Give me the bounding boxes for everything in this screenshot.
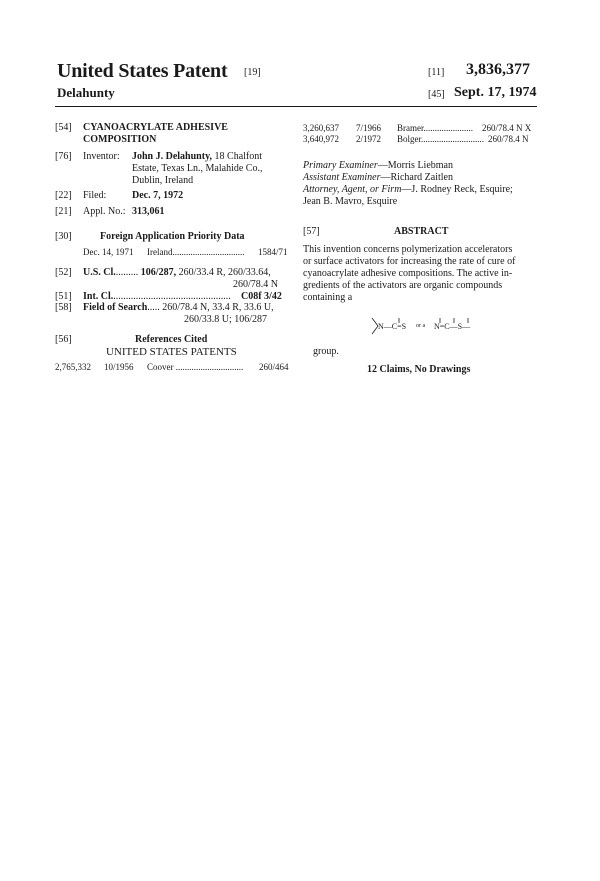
primary-examiner-name: —Morris Liebman <box>377 160 453 171</box>
references-heading: References Cited <box>135 334 208 345</box>
us-cl-label: U.S. Cl. <box>83 267 116 278</box>
inventor-line1 <box>132 151 262 163</box>
invention-title-line2: COMPOSITION <box>83 134 157 145</box>
group-word: group. <box>313 346 339 357</box>
right-ref-1-dots: ...................... <box>423 123 473 133</box>
us-cl-line <box>83 267 271 279</box>
code-54: [54] <box>55 122 72 133</box>
abstract-body <box>303 244 535 304</box>
abstract-line: This invention concerns polymerization accelerators <box>303 244 513 255</box>
primary-examiner <box>303 160 453 172</box>
field-search-line1: 260/78.4 N, 33.4 R, 33.6 U, <box>159 302 274 313</box>
int-cl-label: Int. Cl. <box>83 291 114 302</box>
ref-class: 260/464 <box>259 362 289 372</box>
assistant-examiner-name: —Richard Zaitlen <box>380 172 453 183</box>
reference-row <box>55 361 91 373</box>
code-52: [52] <box>55 267 72 278</box>
priority-number: 1584/71 <box>258 247 288 257</box>
code-22: [22] <box>55 190 72 201</box>
assistant-examiner-label: Assistant Examiner <box>303 172 381 183</box>
abstract-line: gredients of the activators are organic compounds <box>303 280 503 291</box>
filed-date: Dec. 7, 1972 <box>132 190 184 201</box>
attorney-name-1: —J. Rodney Reck, Esquire; <box>401 184 513 195</box>
ref-number: 2,765,332 <box>55 362 91 372</box>
us-cl-rest: 260/33.4 R, 260/33.64, <box>176 267 271 278</box>
priority-dots: ................................ <box>172 247 245 257</box>
references-subheading: UNITED STATES PATENTS <box>106 346 237 358</box>
abstract-line: cyanoacrylate adhesive compositions. The active in- <box>303 268 513 279</box>
right-ref-2-number: 3,640,972 <box>303 134 339 144</box>
int-cl-value: C08f 3/42 <box>241 291 282 302</box>
inventor-address-1: 18 Chalfont <box>212 151 263 162</box>
right-ref-2-inventor: Bolger <box>397 134 421 144</box>
ref-dots: .............................. <box>175 362 244 372</box>
code-58: [58] <box>55 302 72 313</box>
attorney <box>303 184 513 196</box>
right-ref-2-date: 2/1972 <box>356 134 382 144</box>
inventor-label: Inventor: <box>83 151 120 162</box>
code-57: [57] <box>303 226 320 237</box>
code-45: [45] <box>428 89 445 100</box>
inventor-address-2: Estate, Texas Ln., Malahide Co., <box>132 163 263 174</box>
code-11: [11] <box>428 67 445 78</box>
right-ref-2-class: 260/78.4 N <box>488 134 529 144</box>
inventor-name: John J. Delahunty, <box>132 151 213 162</box>
claims-line: 12 Claims, No Drawings <box>367 364 471 375</box>
right-ref-2-dots: ............................ <box>421 134 484 144</box>
code-19: [19] <box>244 67 261 78</box>
abstract-line: containing a <box>303 292 353 303</box>
formula-part-1: N—C=S <box>378 322 407 331</box>
chemical-formula <box>370 314 480 340</box>
right-ref-1-class: 260/78.4 N X <box>482 123 532 133</box>
field-search-line <box>83 302 274 314</box>
abstract-heading: ABSTRACT <box>394 226 449 237</box>
inventor-surname: Delahunty <box>57 85 115 100</box>
field-search-line2: 260/33.8 U; 106/287 <box>184 314 268 325</box>
formula-or: or a <box>416 323 426 329</box>
patent-title: United States Patent <box>57 60 228 82</box>
ref-name: Coover <box>147 362 174 372</box>
code-21: [21] <box>55 206 72 217</box>
int-cl-dots: ............................................... <box>113 291 231 302</box>
us-cl-line2: 260/78.4 N <box>233 279 278 290</box>
code-51: [51] <box>55 291 72 302</box>
formula-part-2: N=C—S— <box>434 322 471 331</box>
appl-no-label: Appl. No.: <box>83 206 126 217</box>
assistant-examiner <box>303 172 453 184</box>
right-ref-1-inventor: Bramer <box>397 123 424 133</box>
us-cl-dots: ......... <box>115 267 139 278</box>
ref-date: 10/1956 <box>104 362 134 372</box>
patent-date: Sept. 17, 1974 <box>454 85 537 100</box>
code-30: [30] <box>55 231 72 242</box>
right-ref-2-name <box>397 133 484 145</box>
field-search-dots: ..... <box>147 302 160 313</box>
field-search-label: Field of Search <box>83 302 148 313</box>
priority-country-line <box>147 246 244 258</box>
ref-name-line <box>147 361 243 373</box>
priority-country: Ireland <box>147 247 173 257</box>
attorney-label: Attorney, Agent, or Firm <box>303 184 402 195</box>
primary-examiner-label: Primary Examiner <box>303 160 378 171</box>
right-ref-1-date: 7/1966 <box>356 123 382 133</box>
header-rule <box>55 106 537 107</box>
us-cl-main: 106/287, <box>140 267 177 278</box>
code-76: [76] <box>55 151 72 162</box>
patent-number: 3,836,377 <box>466 61 530 78</box>
code-56: [56] <box>55 334 72 345</box>
filed-label: Filed: <box>83 190 107 201</box>
attorney-name-2: Jean B. Mavro, Esquire <box>303 196 398 207</box>
abstract-line: or surface activators for increasing the rate of cure of <box>303 256 516 267</box>
appl-no-value: 313,061 <box>132 206 165 217</box>
right-ref-1-number: 3,260,637 <box>303 123 339 133</box>
priority-date: Dec. 14, 1971 <box>83 247 134 257</box>
invention-title: CYANOACRYLATE ADHESIVE <box>83 122 228 133</box>
priority-heading: Foreign Application Priority Data <box>100 231 245 242</box>
inventor-address-3: Dublin, Ireland <box>132 175 194 186</box>
